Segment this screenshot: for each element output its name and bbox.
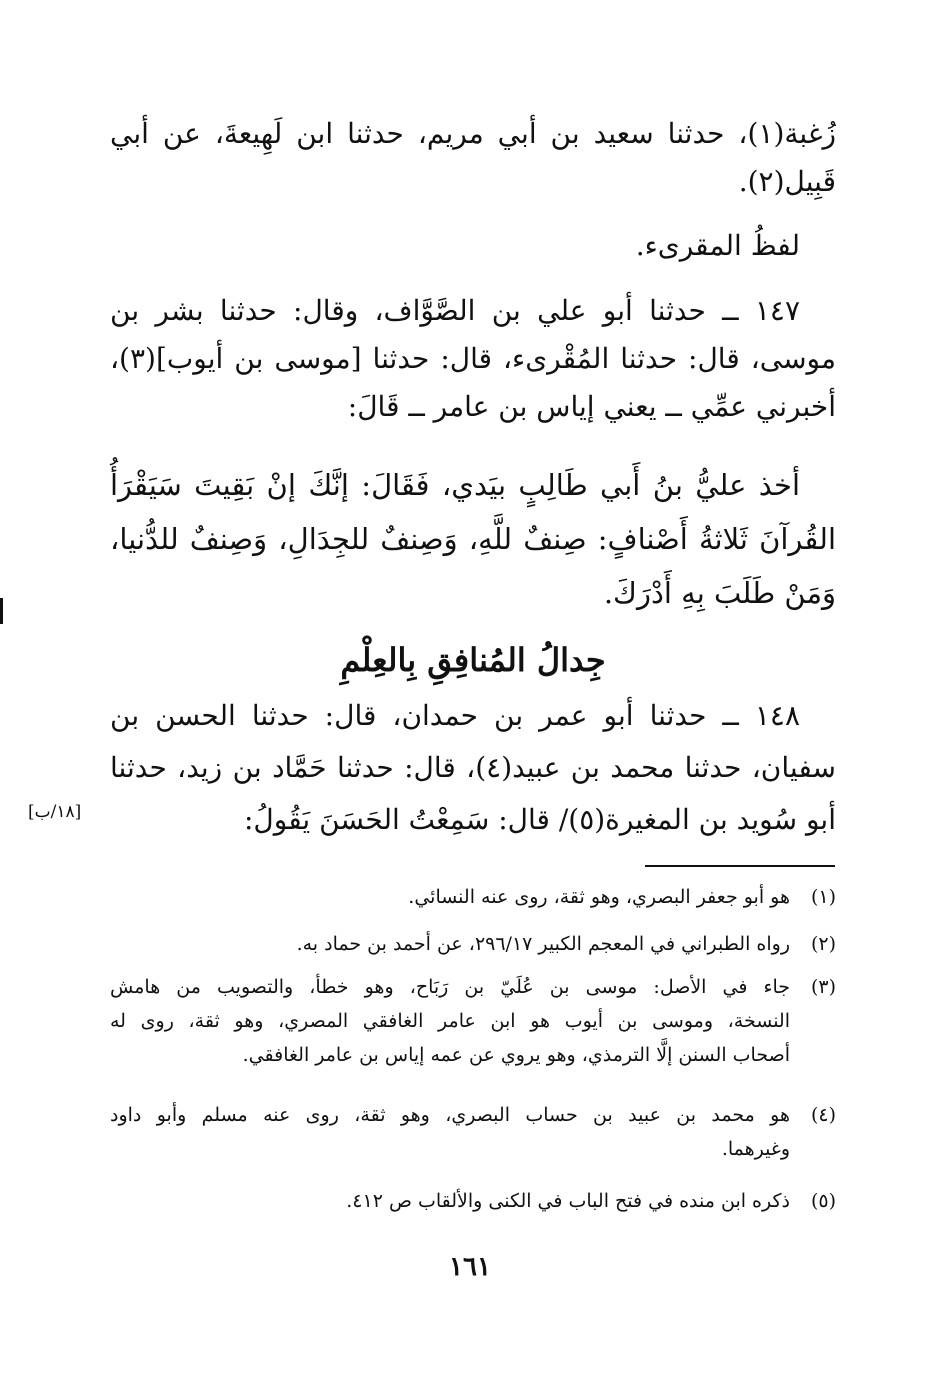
footnote-number: (٥) <box>810 1190 836 1212</box>
footnote-text: النسخة، وموسى بن أيوب هو ابن عامر الغافقي المصري، وهو ثقة، روى له <box>110 1010 790 1032</box>
page-number: ١٦١ <box>449 1252 491 1282</box>
footnote-text: هو محمد بن عبيد بن حساب البصري، وهو ثقة، روى عنه مسلم وأبو داود <box>110 1104 790 1126</box>
text-line: القُرآنَ ثَلاثةُ أَصْنافٍ: صِنفٌ للَّهِ، وَصِنفٌ للجِدَالِ، وَصِنفٌ للدُّنيا، <box>110 522 836 556</box>
footnote-text: جاء في الأصل: موسى بن عُلَيّ بن رَبَاح، وهو خطأ، والتصويب من هامش <box>110 976 790 998</box>
footnote-separator <box>645 865 835 867</box>
text-line: أخبرني عمِّي ــ يعني إياس بن عامر ــ قَالَ: <box>347 390 836 423</box>
text-line: سفيان، حدثنا محمد بن عبيد(٤)، قال: حدثنا حَمَّاد بن زيد، حدثنا <box>110 751 836 784</box>
hadith-147-matn <box>110 458 836 620</box>
attribution-line <box>110 222 836 270</box>
footnote-text: أصحاب السنن إلَّا الترمذي، وهو يروي عن عمه إياس بن عامر الغافقي. <box>242 1044 790 1066</box>
footnote-text: وغيرهما. <box>721 1138 790 1160</box>
hadith-148 <box>110 690 836 846</box>
text-line: ١٤٨ ــ حدثنا أبو عمر بن حمدان، قال: حدثنا الحسن بن <box>110 699 800 732</box>
text-line: لفظُ المقرىء. <box>635 229 800 262</box>
footnote-number: (٣) <box>810 976 836 998</box>
footnote <box>110 970 836 1072</box>
footnote-text: رواه الطبراني في المعجم الكبير ٢٩٦/١٧، عن أحمد بن حماد به. <box>296 933 790 955</box>
manuscript-folio-note: [١٨/ب] <box>28 802 82 822</box>
text-line: قَبِيل(٢). <box>738 165 836 198</box>
opening-paragraph <box>110 110 836 206</box>
text-line: ١٤٧ ــ حدثنا أبو علي بن الصَّوَّاف، وقال: حدثنا بشر بن <box>110 294 800 327</box>
text-line: موسى، قال: حدثنا المُقْرىء، قال: حدثنا [موسى بن أيوب](٣)، <box>110 342 836 375</box>
footnote <box>110 927 836 961</box>
footnote-text: ذكره ابن منده في فتح الباب في الكنى والألقاب ص ٤١٢. <box>346 1190 790 1212</box>
footnote <box>110 1184 836 1218</box>
footnote <box>110 880 836 914</box>
text-line: أبو سُويد بن المغيرة(٥)/ قال: سَمِعْتُ الحَسَنَ يَقُولُ: <box>244 803 836 836</box>
text-line: أخذ عليُّ بنُ أَبي طَالِبٍ بيَدي، فَقَالَ: إنَّكَ إنْ بَقِيتَ سَيَقْرَأُ <box>110 468 800 502</box>
text-line: وَمَنْ طَلَبَ بِهِ أَدْرَكَ. <box>603 576 836 610</box>
footnote <box>110 1098 836 1166</box>
footnote-number: (١) <box>810 886 836 908</box>
text-line: زُغبة(١)، حدثنا سعيد بن أبي مريم، حدثنا ابن لَهِيعةَ، عن أبي <box>110 117 836 150</box>
footnote-number: (٢) <box>810 933 836 955</box>
footnote-text: هو أبو جعفر البصري، وهو ثقة، روى عنه النسائي. <box>408 886 790 908</box>
section-heading: جِدالُ المُنافِقِ بِالعِلْمِ <box>340 641 606 679</box>
page-edge-mark <box>0 598 3 624</box>
footnote-number: (٤) <box>810 1104 836 1126</box>
hadith-147-isnad <box>110 287 836 431</box>
